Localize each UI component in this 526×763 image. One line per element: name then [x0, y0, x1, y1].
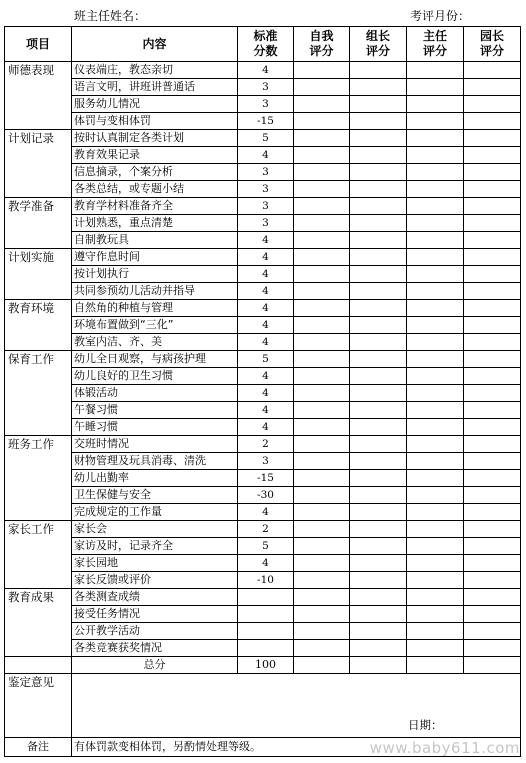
director-score-cell[interactable] [407, 453, 464, 470]
self-score-cell[interactable] [294, 147, 350, 164]
principal-score-cell[interactable] [464, 368, 521, 385]
table-row [5, 487, 521, 504]
table-row [5, 198, 521, 215]
self-score-cell[interactable] [294, 487, 350, 504]
table-row [5, 606, 521, 623]
leader-score-cell[interactable] [350, 266, 407, 283]
principal-score-cell[interactable] [464, 402, 521, 419]
section-label: 计划记录 [5, 130, 72, 198]
item-content: 交班时情况 [72, 436, 238, 453]
table-row [5, 215, 521, 232]
col-standard-header: 标准 分数 [238, 27, 294, 62]
table-row [5, 555, 521, 572]
table-row [5, 436, 521, 453]
item-content: 公开教学活动 [72, 623, 238, 640]
evaluation-month-label: 考评月份： [410, 9, 471, 23]
director-score-cell[interactable] [407, 198, 464, 215]
principal-score-cell[interactable] [464, 538, 521, 555]
principal-score-cell[interactable] [464, 521, 521, 538]
director-score-cell[interactable] [407, 436, 464, 453]
item-content: 自制教玩具 [72, 232, 238, 249]
leader-score-cell[interactable] [350, 130, 407, 147]
self-score-cell[interactable] [294, 351, 350, 368]
table-row [5, 334, 521, 351]
opinion-date-label: 日期： [408, 718, 443, 732]
director-score-cell[interactable] [407, 283, 464, 300]
evaluation-table [4, 26, 521, 757]
item-content: 幼儿全日观察，与病孩护理 [72, 351, 238, 368]
standard-score: 3 [238, 453, 294, 470]
standard-score: 3 [238, 164, 294, 181]
self-score-cell[interactable] [294, 402, 350, 419]
item-content: 完成规定的工作量 [72, 504, 238, 521]
leader-score-cell[interactable] [350, 402, 407, 419]
item-content: 体罚与变相体罚 [72, 113, 238, 130]
principal-score-cell[interactable] [464, 487, 521, 504]
leader-score-cell[interactable] [350, 300, 407, 317]
standard-score: 3 [238, 79, 294, 96]
standard-score: 4 [238, 555, 294, 572]
self-score-cell[interactable] [294, 385, 350, 402]
self-score-cell[interactable] [294, 419, 350, 436]
leader-score-cell[interactable] [350, 232, 407, 249]
table-row [5, 504, 521, 521]
self-score-cell[interactable] [294, 436, 350, 453]
total-score: 100 [238, 657, 294, 674]
item-content: 幼儿良好的卫生习惯 [72, 368, 238, 385]
col-self-header: 自我 评分 [294, 27, 350, 62]
director-score-cell[interactable] [407, 232, 464, 249]
section-label: 教育环境 [5, 300, 72, 351]
self-score-cell[interactable] [294, 368, 350, 385]
standard-score: -15 [238, 470, 294, 487]
principal-score-cell[interactable] [464, 300, 521, 317]
standard-score: 5 [238, 538, 294, 555]
table-row [5, 130, 521, 147]
director-score-cell[interactable] [407, 317, 464, 334]
leader-score-cell[interactable] [350, 62, 407, 79]
self-score-cell[interactable] [294, 300, 350, 317]
self-score-cell[interactable] [294, 96, 350, 113]
self-score-cell[interactable] [294, 164, 350, 181]
director-score-cell[interactable] [407, 249, 464, 266]
leader-score-cell[interactable] [350, 453, 407, 470]
item-content: 家长园地 [72, 555, 238, 572]
director-score-cell[interactable] [407, 402, 464, 419]
principal-score-cell[interactable] [464, 181, 521, 198]
item-content: 按计划执行 [72, 266, 238, 283]
standard-score: 4 [238, 317, 294, 334]
principal-score-cell[interactable] [464, 113, 521, 130]
standard-score: -15 [238, 113, 294, 130]
item-content: 各类测查成绩 [72, 589, 238, 606]
table-row [5, 147, 521, 164]
item-content: 各类总结，或专题小结 [72, 181, 238, 198]
table-row [5, 521, 521, 538]
principal-score-cell[interactable] [464, 62, 521, 79]
leader-score-cell[interactable] [350, 113, 407, 130]
director-score-cell[interactable] [407, 419, 464, 436]
leader-score-cell[interactable] [350, 436, 407, 453]
self-score-cell[interactable] [294, 249, 350, 266]
director-score-cell[interactable] [407, 470, 464, 487]
leader-score-cell[interactable] [350, 419, 407, 436]
director-score-cell[interactable] [407, 487, 464, 504]
item-content: 午睡习惯 [72, 419, 238, 436]
standard-score: 4 [238, 300, 294, 317]
director-score-cell[interactable] [407, 113, 464, 130]
leader-score-cell[interactable] [350, 640, 407, 657]
director-score-cell[interactable] [407, 572, 464, 589]
standard-score: 4 [238, 147, 294, 164]
principal-score-cell[interactable] [464, 283, 521, 300]
section-label: 保育工作 [5, 351, 72, 436]
standard-score: 4 [238, 504, 294, 521]
leader-score-cell[interactable] [350, 572, 407, 589]
principal-score-cell[interactable] [464, 419, 521, 436]
total-principal-cell[interactable] [464, 657, 521, 674]
table-row [5, 266, 521, 283]
self-score-cell[interactable] [294, 572, 350, 589]
self-score-cell[interactable] [294, 623, 350, 640]
item-content: 家访及时，记录齐全 [72, 538, 238, 555]
leader-score-cell[interactable] [350, 164, 407, 181]
standard-score: 2 [238, 521, 294, 538]
standard-score: 3 [238, 181, 294, 198]
self-score-cell[interactable] [294, 504, 350, 521]
leader-score-cell[interactable] [350, 606, 407, 623]
table-row [5, 589, 521, 606]
leader-score-cell[interactable] [350, 504, 407, 521]
leader-score-cell[interactable] [350, 351, 407, 368]
standard-score: 2 [238, 436, 294, 453]
item-content: 接受任务情况 [72, 606, 238, 623]
leader-score-cell[interactable] [350, 334, 407, 351]
table-row [5, 283, 521, 300]
table-row [5, 419, 521, 436]
leader-score-cell[interactable] [350, 623, 407, 640]
director-score-cell[interactable] [407, 640, 464, 657]
col-director-header: 主任 评分 [407, 27, 464, 62]
opinion-field[interactable] [72, 674, 521, 738]
item-content: 按时认真制定各类计划 [72, 130, 238, 147]
leader-score-cell[interactable] [350, 555, 407, 572]
self-score-cell[interactable] [294, 79, 350, 96]
item-content: 仪表端庄，教态亲切 [72, 62, 238, 79]
director-score-cell[interactable] [407, 555, 464, 572]
standard-score: -30 [238, 487, 294, 504]
item-content: 卫生保健与安全 [72, 487, 238, 504]
standard-score: 4 [238, 283, 294, 300]
self-score-cell[interactable] [294, 130, 350, 147]
table-body [5, 62, 521, 657]
table-row [5, 300, 521, 317]
director-score-cell[interactable] [407, 521, 464, 538]
standard-score: -10 [238, 572, 294, 589]
col-item-header: 项目 [5, 27, 72, 62]
director-score-cell[interactable] [407, 300, 464, 317]
director-score-cell[interactable] [407, 266, 464, 283]
director-score-cell[interactable] [407, 334, 464, 351]
opinion-label: 鉴定意见 [5, 674, 72, 738]
item-content: 共同参预幼儿活动并指导 [72, 283, 238, 300]
leader-score-cell[interactable] [350, 538, 407, 555]
director-score-cell[interactable] [407, 606, 464, 623]
standard-score: 4 [238, 232, 294, 249]
standard-score [238, 623, 294, 640]
table-row [5, 96, 521, 113]
self-score-cell[interactable] [294, 198, 350, 215]
item-content: 信息摘录，个案分析 [72, 164, 238, 181]
table-row [5, 232, 521, 249]
table-row [5, 181, 521, 198]
total-director-cell[interactable] [407, 657, 464, 674]
table-row [5, 470, 521, 487]
director-score-cell[interactable] [407, 351, 464, 368]
standard-score: 4 [238, 266, 294, 283]
standard-score: 4 [238, 368, 294, 385]
director-score-cell[interactable] [407, 623, 464, 640]
item-content: 教育效果记录 [72, 147, 238, 164]
leader-score-cell[interactable] [350, 470, 407, 487]
item-content: 各类竞赛获奖情况 [72, 640, 238, 657]
col-leader-header: 组长 评分 [350, 27, 407, 62]
principal-score-cell[interactable] [464, 96, 521, 113]
table-row [5, 79, 521, 96]
table-row [5, 164, 521, 181]
self-score-cell[interactable] [294, 334, 350, 351]
leader-score-cell[interactable] [350, 215, 407, 232]
self-score-cell[interactable] [294, 181, 350, 198]
section-label: 班务工作 [5, 436, 72, 521]
standard-score [238, 606, 294, 623]
principal-score-cell[interactable] [464, 334, 521, 351]
standard-score: 3 [238, 96, 294, 113]
director-score-cell[interactable] [407, 79, 464, 96]
principal-score-cell[interactable] [464, 232, 521, 249]
leader-score-cell[interactable] [350, 521, 407, 538]
principal-score-cell[interactable] [464, 436, 521, 453]
standard-score [238, 589, 294, 606]
standard-score: 4 [238, 334, 294, 351]
leader-score-cell[interactable] [350, 283, 407, 300]
col-principal-header: 园长 评分 [464, 27, 521, 62]
principal-score-cell[interactable] [464, 623, 521, 640]
self-score-cell[interactable] [294, 589, 350, 606]
watermark: www.baby611.com [369, 739, 520, 757]
leader-score-cell[interactable] [350, 181, 407, 198]
table-row [5, 62, 521, 79]
table-row [5, 538, 521, 555]
director-score-cell[interactable] [407, 215, 464, 232]
leader-score-cell[interactable] [350, 249, 407, 266]
principal-score-cell[interactable] [464, 249, 521, 266]
director-score-cell[interactable] [407, 62, 464, 79]
item-content: 家长反馈或评价 [72, 572, 238, 589]
standard-score: 4 [238, 419, 294, 436]
table-row [5, 402, 521, 419]
director-score-cell[interactable] [407, 385, 464, 402]
section-label: 教育成果 [5, 589, 72, 657]
principal-score-cell[interactable] [464, 317, 521, 334]
opinion-row [5, 674, 521, 738]
item-content: 自然角的种植与管理 [72, 300, 238, 317]
form-header [0, 0, 526, 26]
standard-score: 4 [238, 385, 294, 402]
total-blank [5, 657, 72, 674]
item-content: 午餐习惯 [72, 402, 238, 419]
standard-score: 4 [238, 402, 294, 419]
director-score-cell[interactable] [407, 181, 464, 198]
principal-score-cell[interactable] [464, 351, 521, 368]
leader-score-cell[interactable] [350, 317, 407, 334]
item-content: 遵守作息时间 [72, 249, 238, 266]
leader-score-cell[interactable] [350, 368, 407, 385]
principal-score-cell[interactable] [464, 572, 521, 589]
item-content: 财物管理及玩具消毒、清洗 [72, 453, 238, 470]
leader-score-cell[interactable] [350, 487, 407, 504]
item-content: 环境布置做到“三化” [72, 317, 238, 334]
standard-score: 5 [238, 130, 294, 147]
leader-score-cell[interactable] [350, 79, 407, 96]
self-score-cell[interactable] [294, 470, 350, 487]
principal-score-cell[interactable] [464, 385, 521, 402]
self-score-cell[interactable] [294, 215, 350, 232]
self-score-cell[interactable] [294, 538, 350, 555]
principal-score-cell[interactable] [464, 266, 521, 283]
standard-score: 4 [238, 249, 294, 266]
table-row [5, 368, 521, 385]
total-leader-cell[interactable] [350, 657, 407, 674]
self-score-cell[interactable] [294, 640, 350, 657]
item-content: 语言文明，讲班讲普通话 [72, 79, 238, 96]
section-label: 教学准备 [5, 198, 72, 249]
principal-score-cell[interactable] [464, 589, 521, 606]
director-score-cell[interactable] [407, 538, 464, 555]
table-row [5, 385, 521, 402]
self-score-cell[interactable] [294, 62, 350, 79]
table-row [5, 623, 521, 640]
self-score-cell[interactable] [294, 606, 350, 623]
director-score-cell[interactable] [407, 368, 464, 385]
section-label: 计划实施 [5, 249, 72, 300]
principal-score-cell[interactable] [464, 215, 521, 232]
self-score-cell[interactable] [294, 555, 350, 572]
director-score-cell[interactable] [407, 130, 464, 147]
table-header-row [5, 27, 521, 62]
principal-score-cell[interactable] [464, 470, 521, 487]
item-content: 体锻活动 [72, 385, 238, 402]
section-label: 家长工作 [5, 521, 72, 589]
remark-label: 备注 [5, 738, 72, 757]
table-row [5, 249, 521, 266]
total-row [5, 657, 521, 674]
principal-score-cell[interactable] [464, 453, 521, 470]
director-score-cell[interactable] [407, 147, 464, 164]
principal-score-cell[interactable] [464, 504, 521, 521]
standard-score: 3 [238, 198, 294, 215]
principal-score-cell[interactable] [464, 164, 521, 181]
self-score-cell[interactable] [294, 113, 350, 130]
principal-score-cell[interactable] [464, 606, 521, 623]
table-row [5, 640, 521, 657]
director-score-cell[interactable] [407, 164, 464, 181]
director-score-cell[interactable] [407, 504, 464, 521]
table-row [5, 351, 521, 368]
self-score-cell[interactable] [294, 317, 350, 334]
principal-score-cell[interactable] [464, 147, 521, 164]
total-label: 总分 [72, 657, 238, 674]
standard-score: 5 [238, 351, 294, 368]
table-row [5, 453, 521, 470]
table-row [5, 317, 521, 334]
item-content: 家长会 [72, 521, 238, 538]
item-content: 教育学材料准备齐全 [72, 198, 238, 215]
principal-score-cell[interactable] [464, 130, 521, 147]
principal-score-cell[interactable] [464, 79, 521, 96]
teacher-name-label: 班主任姓名： [74, 9, 147, 23]
leader-score-cell[interactable] [350, 96, 407, 113]
standard-score: 4 [238, 62, 294, 79]
item-content: 服务幼儿情况 [72, 96, 238, 113]
table-row [5, 113, 521, 130]
col-content-header: 内容 [72, 27, 238, 62]
self-score-cell[interactable] [294, 521, 350, 538]
leader-score-cell[interactable] [350, 589, 407, 606]
self-score-cell[interactable] [294, 232, 350, 249]
principal-score-cell[interactable] [464, 198, 521, 215]
item-content: 幼儿出勤率 [72, 470, 238, 487]
standard-score: 3 [238, 215, 294, 232]
remark-text: 有体罚款变相体罚，另酌情处理等级。 [72, 738, 521, 757]
self-score-cell[interactable] [294, 266, 350, 283]
leader-score-cell[interactable] [350, 385, 407, 402]
director-score-cell[interactable] [407, 589, 464, 606]
standard-score [238, 640, 294, 657]
director-score-cell[interactable] [407, 96, 464, 113]
leader-score-cell[interactable] [350, 147, 407, 164]
self-score-cell[interactable] [294, 283, 350, 300]
leader-score-cell[interactable] [350, 198, 407, 215]
principal-score-cell[interactable] [464, 640, 521, 657]
item-content: 计划熟悉，重点清楚 [72, 215, 238, 232]
total-self-cell[interactable] [294, 657, 350, 674]
self-score-cell[interactable] [294, 453, 350, 470]
section-label: 师德表现 [5, 62, 72, 130]
item-content: 教室内洁、齐、美 [72, 334, 238, 351]
principal-score-cell[interactable] [464, 555, 521, 572]
table-row [5, 572, 521, 589]
